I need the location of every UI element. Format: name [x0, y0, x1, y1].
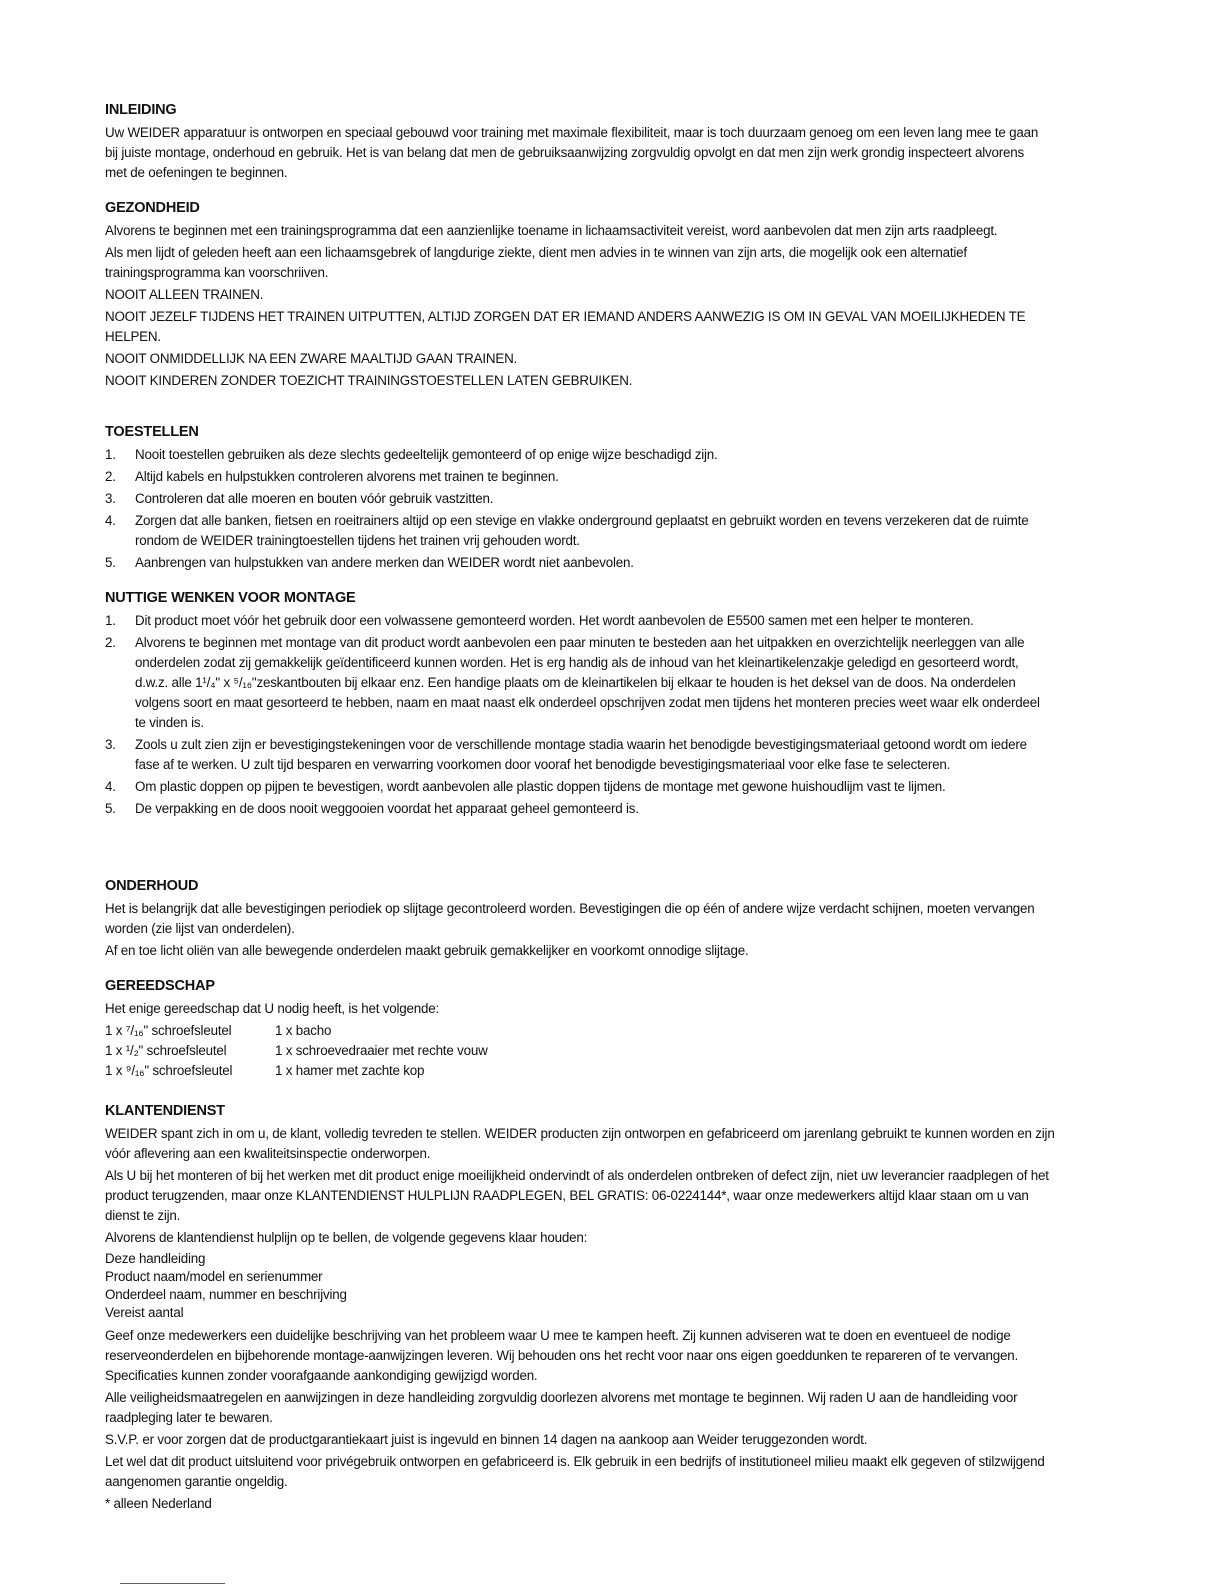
checklist-item: Product naam/model en serienummer [105, 1269, 323, 1284]
paragraph: Uw WEIDER apparatuur is ontworpen en speciaal gebouwd voor training met maximale flexibiliteit, maar is toch duurzaam genoeg om een leven lang mee te gaan bij juiste montage, onderhoud en gebruik. Het is van belang dat men de gebruiksaanwijzing zorgvuldig opvolgt en dat men zijn werk grondig inspecteert alvorens met de oefeningen te beginnen. [105, 125, 1039, 180]
blue-underline-mark [120, 1583, 225, 1584]
paragraph: Geef onze medewerkers een duidelijke beschrijving van het probleem waar U mee te kampen heeft. Zij kunnen adviseren wat te doen en eventueel de nodige reserveonderdelen en bijbehorende montage-aanwijzingen leveren. Wij behouden ons het recht voor naar ons eigen goeddunken te repareren of te vervangen. Specificaties kunnen zonder voorafgaande aankondiging gewijzigd worden. [105, 1328, 1018, 1383]
heading: GEREEDSCHAP [105, 978, 215, 994]
paragraph: S.V.P. er voor zorgen dat de productgarantiekaart juist is ingevuld en binnen 14 dagen na aankoop aan Weider teruggezonden wordt. [105, 1432, 868, 1447]
item-number: 5. [105, 801, 116, 816]
paragraph: Het enige gereedschap dat U nodig heeft, is het volgende: [105, 1001, 440, 1016]
item-text: Dit product moet vóór het gebruik door een volwassene gemonteerd worden. Het wordt aanbevolen de E5500 samen met een helper te monteren. [135, 613, 974, 628]
heading: ONDERHOUD [105, 878, 199, 894]
paragraph: Alvorens te beginnen met een trainingsprogramma dat een aanzienlijke toename in lichaamsactiviteit vereist, word aanbevolen dat men zijn arts raadpleegt. [105, 223, 998, 238]
item-number: 1. [105, 447, 116, 462]
list-item [105, 777, 1045, 797]
item-number: 2. [105, 469, 116, 484]
paragraph: Alvorens de klantendienst hulplijn op te bellen, de volgende gegevens klaar houden: [105, 1230, 588, 1245]
section-gezondheid [105, 198, 1045, 393]
tool-item: 1 x bacho [275, 1023, 332, 1038]
section-gereedschap [105, 976, 1045, 1081]
item-number: 4. [105, 513, 116, 528]
list-item [105, 633, 1045, 733]
paragraph: NOOIT ONMIDDELLIJK NA EEN ZWARE MAALTIJD GAAN TRAINEN. [105, 351, 518, 366]
section-inleiding [105, 100, 1045, 185]
item-number: 2. [105, 635, 116, 650]
paragraph: Alle veiligheidsmaatregelen en aanwijzingen in deze handleiding zorgvuldig doorlezen alvorens met montage te beginnen. Wij raden U aan de handleiding voor raadpleging later te bewaren. [105, 1390, 1018, 1425]
paragraph: Het is belangrijk dat alle bevestigingen periodiek op slijtage gecontroleerd worden. Bevestigingen die op één of andere wijze verdacht schijnen, moeten vervangen worden (zie lijst van onderdelen). [105, 901, 1035, 936]
item-number: 1. [105, 613, 116, 628]
checklist-item: Onderdeel naam, nummer en beschrijving [105, 1287, 347, 1302]
item-text: Om plastic doppen op pijpen te bevestigen, wordt aanbevolen alle plastic doppen tijdens de montage met gewone huishoudlijm vast te lijmen. [135, 779, 946, 794]
paragraph: Als U bij het monteren of bij het werken met dit product enige moeilijkheid ondervindt of als onderdelen ontbreken of defect zijn, niet uw leverancier raadplegen of het product terugzenden, maar onze KLANTENDIENST HULPLIJN RAADPLEGEN, BEL GRATIS: 06-0224144*, waar onze medewerkers altijd klaar staan om u van dienst te zijn. [105, 1168, 1049, 1223]
item-text: De verpakking en de doos nooit weggooien voordat het apparaat geheel gemonteerd is. [135, 801, 639, 816]
section-klantendienst [105, 1101, 1060, 1516]
checklist-item: Deze handleiding [105, 1251, 206, 1266]
numbered-list [105, 611, 1045, 819]
item-text: Alvorens te beginnen met montage van dit product wordt aanbevolen een paar minuten te besteden aan het uitpakken en overzichtelijk neerleggen van alle onderdelen zodat zij gemakkelijk geïdentificeerd kunnen worden. Het is erg handig als de inhoud van het kleinartikelenzakje geledigd en gesorteerd wordt, d.w.z. alle 1¹/₄" x ⁵/₁₆"zeskantbouten bij elkaar enz. Een handige plaats om de kleinartikelen bij elkaar te houden is het deksel van de doos. Na onderdelen volgens soort en maat gesorteerd te hebben, naam en maat naast elk onderdeel opschrijven zodat men tijdens het monteren precies weet waar elk onderdeel te vinden is. [135, 635, 1040, 730]
checklist-item: Vereist aantal [105, 1305, 184, 1320]
item-number: 4. [105, 779, 116, 794]
item-text: Altijd kabels en hulpstukken controleren alvorens met trainen te beginnen. [135, 469, 559, 484]
heading: TOESTELLEN [105, 424, 199, 440]
list-item [105, 445, 1045, 465]
section-toestellen [105, 422, 1045, 575]
paragraph: NOOIT JEZELF TIJDENS HET TRAINEN UITPUTTEN, ALTIJD ZORGEN DAT ER IEMAND ANDERS AANWEZIG IS OM IN GEVAL VAN MOEILIJKHEDEN TE HELPEN. [105, 309, 1026, 344]
tool-item: 1 x ⁹/₁₆" schroefsleutel [105, 1063, 233, 1078]
paragraph: WEIDER spant zich in om u, de klant, volledig tevreden te stellen. WEIDER producten zijn ontworpen en gefabriceerd om jarenlang gebruikt te kunnen worden en zijn vóór aflevering aan een kwaliteitsinspectie onderworpen. [105, 1126, 1055, 1161]
item-text: Aanbrengen van hulpstukken van andere merken dan WEIDER wordt niet aanbevolen. [135, 555, 634, 570]
heading: GEZONDHEID [105, 200, 200, 216]
numbered-list [105, 445, 1045, 573]
tool-item: 1 x schroevedraaier met rechte vouw [275, 1043, 488, 1058]
list-item [105, 511, 1045, 551]
paragraph: Als men lijdt of geleden heeft aan een lichaamsgebrek of langdurige ziekte, dient men advies in te winnen van zijn arts, die mogelijk ook een alternatief trainingsprogramma kan voorschriiven. [105, 245, 967, 280]
heading: NUTTIGE WENKEN VOOR MONTAGE [105, 590, 356, 606]
item-number: 5. [105, 555, 116, 570]
heading: INLEIDING [105, 102, 177, 118]
tools-list [105, 1021, 1045, 1081]
item-text: Zools u zult zien zijn er bevestigingstekeningen voor de verschillende montage stadia waarin het benodigde bevestigingsmateriaal getoond wordt om iedere fase af te werken. U zult tijd besparen en verwarring voorkomen door vooraf het benodigde bevestigingsmateriaal voor elke fase te selecteren. [135, 737, 1027, 772]
paragraph: Af en toe licht oliën van alle bewegende onderdelen maakt gebruik gemakkelijker en voorkomt onnodige slijtage. [105, 943, 749, 958]
item-number: 3. [105, 737, 116, 752]
list-item [105, 735, 1045, 775]
tool-item: 1 x hamer met zachte kop [275, 1063, 425, 1078]
section-montage [105, 588, 1045, 821]
paragraph: Let wel dat dit product uitsluitend voor privégebruik ontworpen en gefabriceerd is. Elk gebruik in een bedrijfs of institutioneel milieu maakt elk gegeven of stilzwijgend aangenomen garantie ongeldig. [105, 1454, 1045, 1489]
item-text: Zorgen dat alle banken, fietsen en roeitrainers altijd op een stevige en vlakke onderground geplaatst en gebruikt worden en tevens verzekeren dat de ruimte rondom de WEIDER trainingtoestellen tijdens het trainen vrij gehouden wordt. [135, 513, 1029, 548]
heading: KLANTENDIENST [105, 1103, 225, 1119]
item-text: Nooit toestellen gebruiken als deze slechts gedeeltelijk gemonteerd of op enige wijze beschadigd zijn. [135, 447, 718, 462]
paragraph: NOOIT KINDEREN ZONDER TOEZICHT TRAININGSTOESTELLEN LATEN GEBRUIKEN. [105, 373, 633, 388]
section-onderhoud [105, 876, 1045, 963]
item-text: Controleren dat alle moeren en bouten vóór gebruik vastzitten. [135, 491, 494, 506]
tool-item: 1 x ⁷/₁₆" schroefsleutel [105, 1023, 232, 1038]
list-item [105, 467, 1045, 487]
list-item [105, 489, 1045, 509]
footnote: * alleen Nederland [105, 1496, 212, 1511]
item-number: 3. [105, 491, 116, 506]
paragraph: NOOIT ALLEEN TRAINEN. [105, 287, 264, 302]
list-item [105, 611, 1045, 631]
checklist [105, 1250, 1060, 1322]
list-item [105, 553, 1045, 573]
list-item [105, 799, 1045, 819]
tool-item: 1 x ¹/₂" schroefsleutel [105, 1043, 227, 1058]
